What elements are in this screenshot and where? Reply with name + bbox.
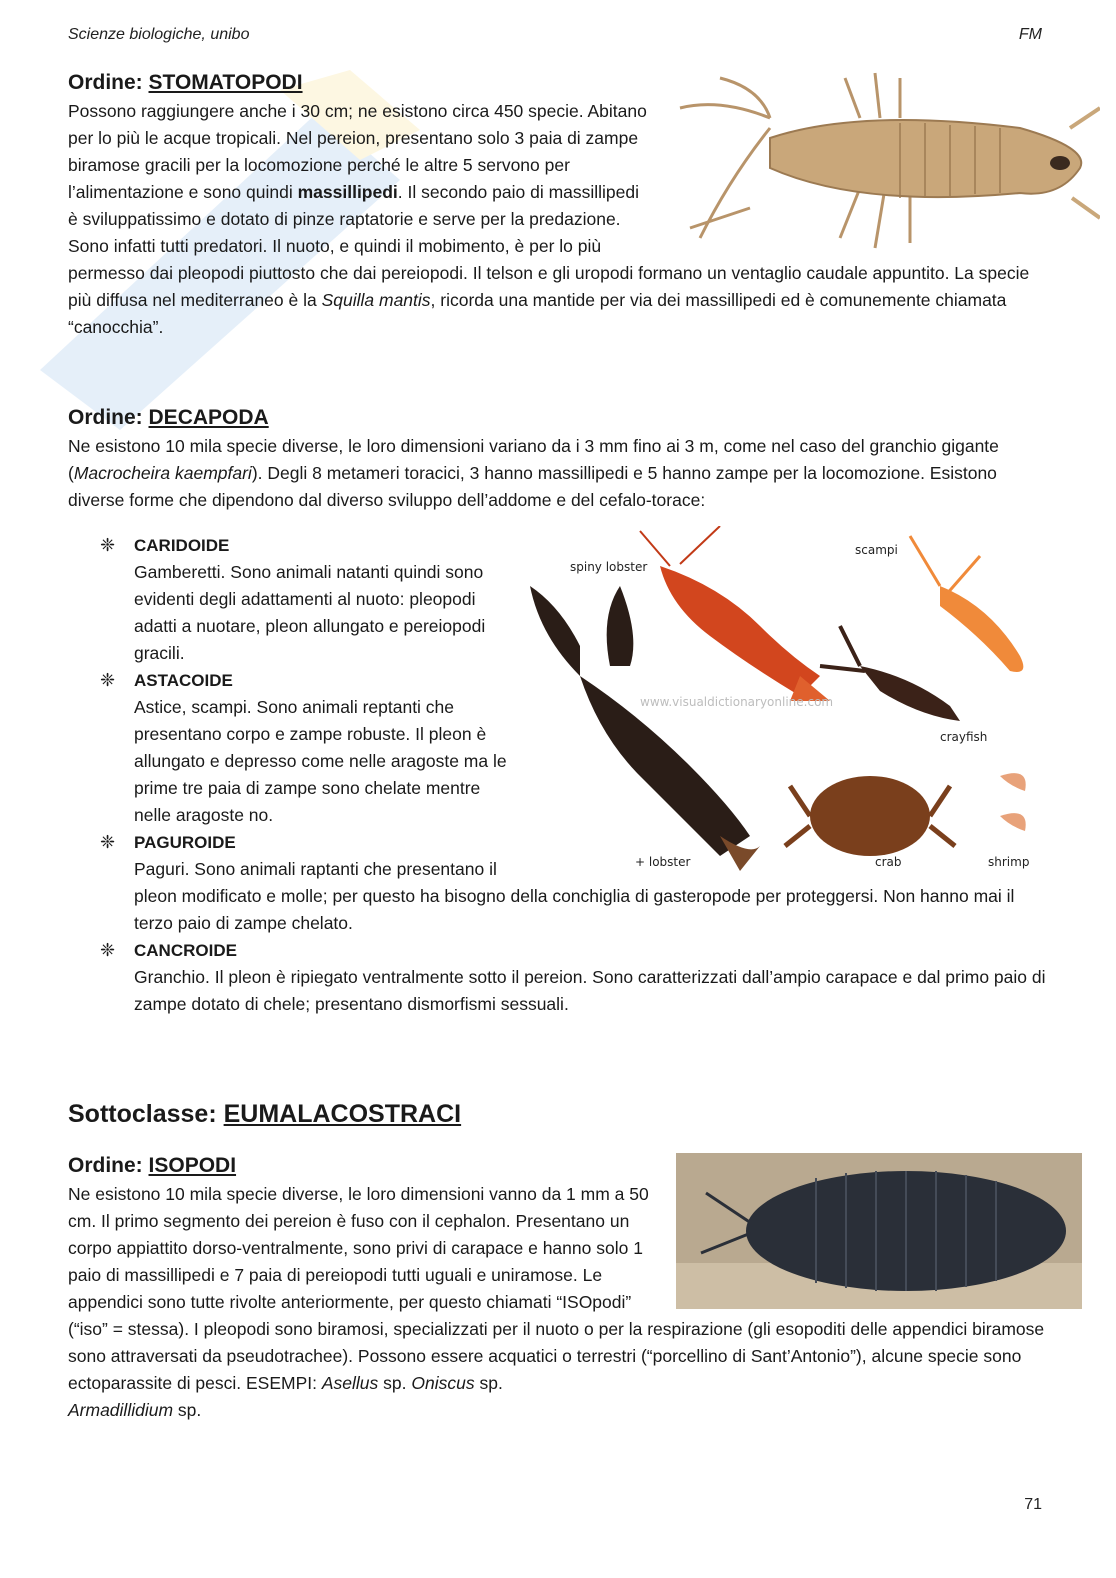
label-crab: crab bbox=[875, 855, 902, 869]
section-heading: Sottoclasse: EUMALACOSTRACI bbox=[68, 1100, 462, 1128]
isopod-photo bbox=[676, 1153, 1082, 1309]
label-crayfish: crayfish bbox=[940, 730, 988, 744]
label-scampi: scampi bbox=[855, 543, 898, 557]
snowflake-bullet-icon: ❈ bbox=[100, 535, 116, 555]
list-item: ❈ PAGUROIDE Paguri. Sono animali raptanti che presentano il pleon modificato e molle; per questo ha bisogno della conchiglia di gasteropode per proteggersi. Non hanno mai il terzo paio di zampe chelato. bbox=[134, 829, 1048, 937]
section-eumalacostraci bbox=[68, 1097, 1048, 1131]
list-item: ❈ ASTACOIDE Astice, scampi. Sono animali reptanti che presentano corpo e zampe robuste. Il pleon è allungato e depresso come nelle aragoste ma le prime tre paia di zampe sono chelate mentre nelle aragoste no. bbox=[134, 667, 1048, 829]
section-stomatopodi bbox=[68, 68, 1048, 341]
squilla-figure bbox=[660, 68, 1100, 258]
page-number: 71 bbox=[1024, 1496, 1042, 1513]
section-heading: Ordine: ISOPODI bbox=[68, 1154, 237, 1177]
snowflake-bullet-icon: ❈ bbox=[100, 670, 116, 690]
list-item: ❈ CARIDOIDE Gamberetti. Sono animali natanti quindi sono evidenti degli adattamenti al nuoto: pleopodi adatti a nuotare, pleon allungato e pereiopodi gracili. bbox=[134, 532, 1048, 667]
label-lobster: + lobster bbox=[635, 855, 691, 869]
paragraph: Ne esistono 10 mila specie diverse, le loro dimensioni variano da i 3 mm fino ai 3 m, come nel caso del granchio gigante (Macrocheira kaempfari). Degli 8 metameri toracici, 3 hanno massillipedi e 5 hanno zampe per la locomozione. Esistono diverse forme che dipendono dal diverso sviluppo dell’addome e del cefalo-torace: bbox=[68, 436, 999, 510]
label-shrimp: shrimp bbox=[988, 855, 1030, 869]
section-isopodi bbox=[68, 1151, 1048, 1424]
figure-watermark: www.visualdictionaryonline.com bbox=[640, 695, 834, 709]
snowflake-bullet-icon: ❈ bbox=[100, 832, 116, 852]
paragraph: Possono raggiungere anche i 30 cm; ne esistono circa 450 specie. Abitano per lo più le acque tropicali. Nel pereion, presentano solo 3 paia di zampe biramose gracili per la locomozione perché le altre 5 servono per l’alimentazione e sono quindi massillipedi. Il secondo paio di massillipedi è sviluppatissimo e dotato di pinze raptatorie e serve per la predazione. Sono infatti tutti predatori. Il nuoto, e quindi il mobimento, è per lo più permesso dai pleopodi piuttosto che dai pereiopodi. Il telson e gli uropodi formano un ventaglio caudale appuntito. La specie più diffusa nel mediterraneo è la Squilla mantis, ricorda una mantide per via dei massillipedi ed è comunemente chiamata “canocchia”. bbox=[68, 101, 1030, 337]
header-right: FM bbox=[1018, 26, 1042, 43]
section-heading: Ordine: STOMATOPODI bbox=[68, 71, 303, 94]
section-decapoda bbox=[68, 403, 1048, 1018]
list-item: ❈ CANCROIDE Granchio. Il pleon è ripiegato ventralmente sotto il pereion. Sono caratterizzati dall’ampio carapace e dal primo paio di zampe dotato di chele; presentano dismorfismi sessuali. bbox=[134, 937, 1048, 1018]
forms-list bbox=[68, 532, 1048, 1018]
section-heading: Ordine: DECAPODA bbox=[68, 406, 269, 429]
header-left: Scienze biologiche, unibo bbox=[68, 26, 250, 43]
label-spiny-lobster: spiny lobster bbox=[570, 560, 648, 574]
snowflake-bullet-icon: ❈ bbox=[100, 940, 116, 960]
paragraph: Ne esistono 10 mila specie diverse, le loro dimensioni vanno da 1 mm a 50 cm. Il primo segmento dei pereion è fuso con il cephalon. Presentano un corpo appiattito dorso-ventralmente, sono privi di carapace e hanno solo 1 paio di massillipedi e 7 paia di pereiopodi tutti uguali e uniramose. Le appendici sono tutte rivolte anteriormente, per questo chiamati “ISOpodi” (“iso” = stessa). I pleopodi sono biramosi, specializzati per il nuoto o per la respirazione (gli esopoditi delle appendici biramose sono attraversati da pseudotrachee). Possono essere acquatici o terrestri (“porcellino di Sant’Antonio”), alcune specie sono ectoparassite di pesci. ESEMPI: Asellus sp. Oniscus sp. Armadillidium sp. bbox=[68, 1184, 1045, 1420]
